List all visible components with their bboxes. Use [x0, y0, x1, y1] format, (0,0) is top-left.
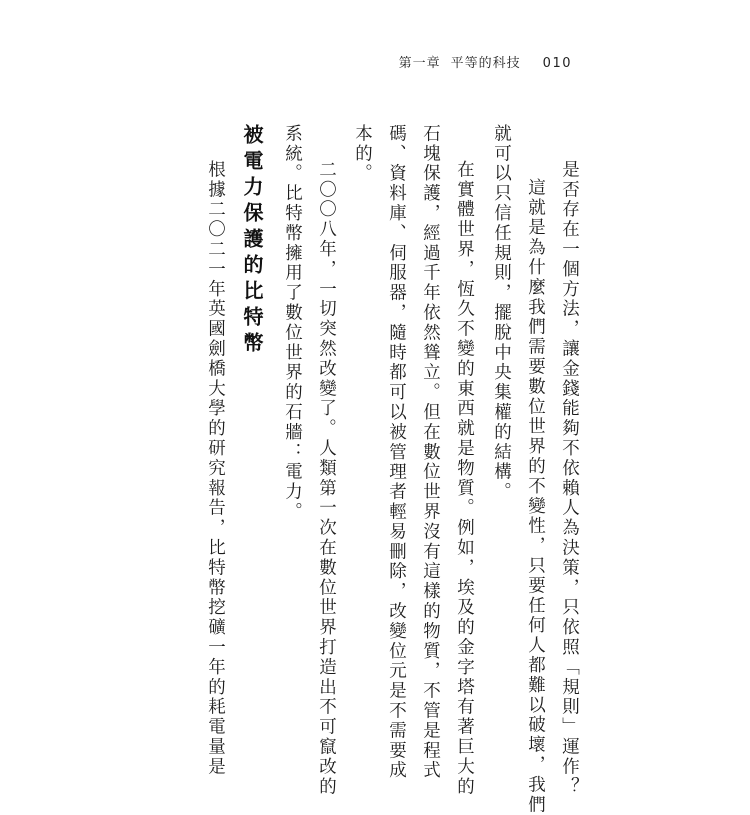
- text-line-9: 系統。比特幣擁用了數位世界的石牆：電力。: [282, 124, 303, 522]
- chapter-title: 平等的科技: [450, 56, 521, 71]
- chapter-label: 第一章: [398, 56, 441, 71]
- text-line-4: 在實體世界，恆久不變的東西就是物質。例如，埃及的金字塔有著巨大的: [454, 160, 475, 797]
- text-line-8: 二〇〇八年，一切突然改變了。人類第一次在數位世界打造出不可竄改的: [316, 160, 337, 797]
- text-line-5: 石塊保護，經過千年依然聳立。但在數位世界沒有這樣的物質，不管是程式: [420, 124, 441, 781]
- text-line-3: 就可以只信任規則，擺脫中央集權的結構。: [491, 124, 512, 503]
- section-heading: 被電力保護的比特幣: [240, 124, 264, 358]
- text-line-1: 是否存在一個方法，讓金錢能夠不依賴人為決策，只依照「規則」運作？: [559, 160, 580, 797]
- text-line-10: 根據二〇二一年英國劍橋大學的研究報告，比特幣挖礦一年的耗電量是: [205, 160, 226, 777]
- text-line-2: 這就是為什麼我們需要數位世界的不變性，只要任何人都難以破壞，我們: [525, 178, 546, 815]
- text-line-6: 碼、資料庫、伺服器，隨時都可以被管理者輕易刪除，改變位元是不需要成: [386, 124, 407, 781]
- text-line-7: 本的。: [352, 124, 373, 184]
- running-header: [399, 52, 572, 71]
- page-number: 010: [542, 56, 572, 71]
